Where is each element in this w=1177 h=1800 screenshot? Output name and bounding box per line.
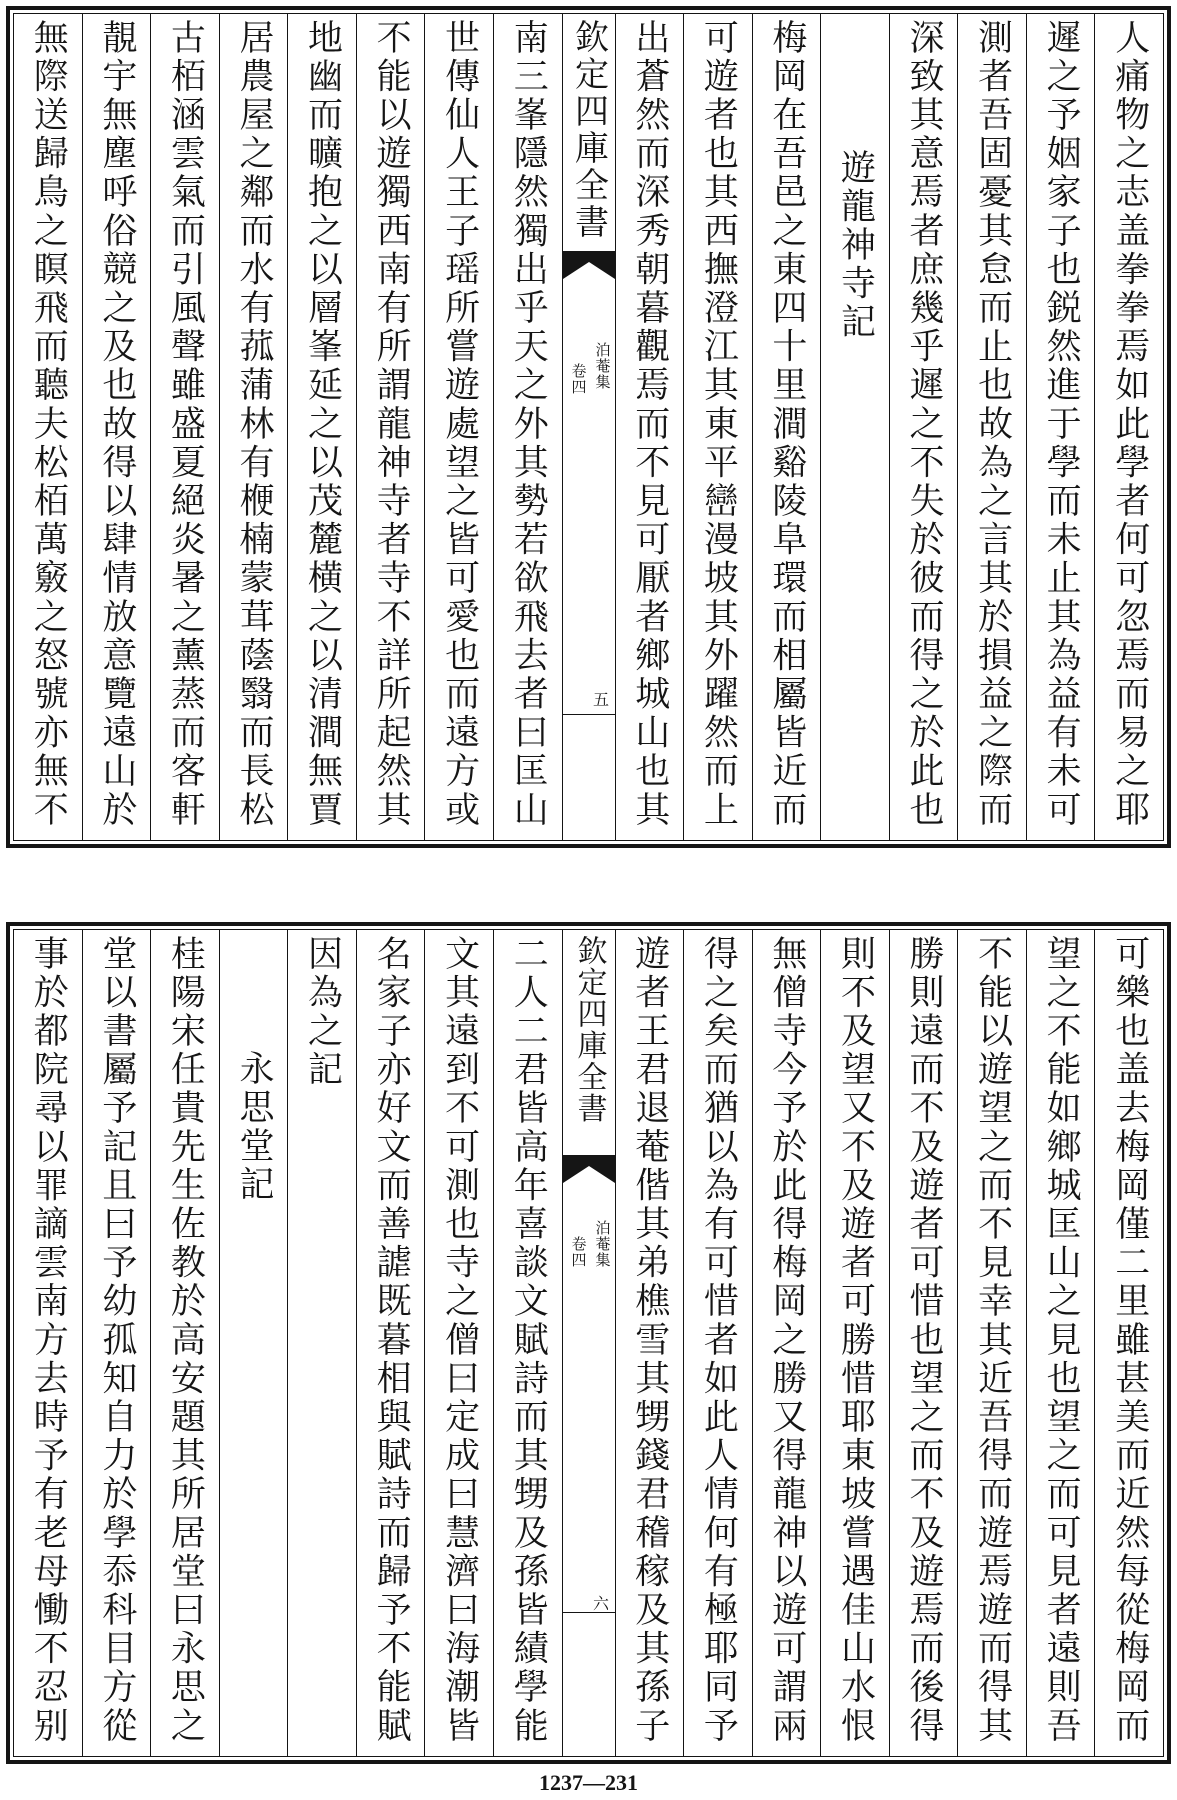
column-text: 不能以遊獨西南有所謂龍神寺者寺不詳所起然其 xyxy=(371,19,412,830)
column-text: 二人二君皆高年喜談文賦詩而其甥及孫皆績學能 xyxy=(508,935,549,1746)
text-column xyxy=(493,14,562,840)
column-text: 可樂也盖去梅岡僅二里雖甚美而近然每從梅岡而 xyxy=(1109,935,1150,1746)
column-text: 事於都院尋以罪謫雲南方去時予有老母慟不忍别 xyxy=(28,935,69,1746)
column-text: 望之不能如鄉城匡山之見也望之而可見者遠則吾 xyxy=(1041,935,1082,1746)
text-column xyxy=(150,930,219,1756)
text-column xyxy=(1094,930,1163,1756)
column-text: 文其遠到不可測也寺之僧曰定成曰慧濟曰海潮皆 xyxy=(439,935,480,1746)
chapter-title: 永思堂記 xyxy=(233,1050,274,1205)
text-column xyxy=(219,14,288,840)
column-text: 古栢涵雲氣而引風聲雖盛夏絕炎暑之薰蒸而客軒 xyxy=(165,19,206,830)
text-column xyxy=(1026,14,1095,840)
text-column xyxy=(616,930,684,1756)
column-text: 出蒼然而深秀朝暮觀焉而不見可厭者鄉城山也其 xyxy=(629,19,670,830)
text-column xyxy=(150,14,219,840)
text-column xyxy=(287,14,356,840)
lower-half-page xyxy=(6,922,1171,1764)
text-column xyxy=(616,14,684,840)
text-column xyxy=(1026,930,1095,1756)
column-text: 可遊者也其西撫澄江其東平巒漫坡其外躍然而上 xyxy=(698,19,739,830)
text-column xyxy=(424,930,493,1756)
column-text: 地幽而曠抱之以層峯延之以茂麓横之以清澗無賈 xyxy=(302,19,343,830)
fishtail-mark xyxy=(563,251,615,283)
right-text-block xyxy=(616,14,1164,840)
collection-name: 泊菴集 xyxy=(593,342,612,390)
fishtail-mark xyxy=(563,1155,615,1187)
text-column xyxy=(356,930,425,1756)
collection-name: 泊菴集 xyxy=(593,1220,612,1268)
text-column xyxy=(82,930,151,1756)
upper-half-page xyxy=(6,6,1171,848)
text-column xyxy=(820,930,889,1756)
text-column xyxy=(82,14,151,840)
heart-title: 欽定四庫全書 xyxy=(568,19,609,241)
column-text: 無僧寺今予於此得梅岡之勝又得龍神以遊可謂兩 xyxy=(766,935,807,1746)
column-text: 南三峯隱然獨出乎天之外其勢若欲飛去者曰匡山 xyxy=(508,19,549,830)
left-text-block xyxy=(14,14,562,840)
text-column xyxy=(14,14,82,840)
column-text: 則不及望又不及遊者可勝惜耶東坡嘗遇佳山水恨 xyxy=(835,935,876,1746)
column-text: 人痛物之志盖拳拳焉如此學者何可忽焉而易之耶 xyxy=(1109,19,1150,830)
text-column xyxy=(493,930,562,1756)
footer-page-code: 1237—231 xyxy=(539,1770,638,1795)
text-column xyxy=(424,14,493,840)
left-text-block xyxy=(14,930,562,1756)
page-frame xyxy=(13,929,1164,1757)
text-column xyxy=(287,930,356,1756)
text-column xyxy=(356,14,425,840)
column-text: 桂陽宋任貴先生佐教於高安題其所居堂曰永思之 xyxy=(165,935,206,1746)
text-column xyxy=(957,14,1026,840)
column-text: 深致其意焉者庶幾乎遲之不失於彼而得之於此也 xyxy=(904,19,945,830)
column-text: 名家子亦好文而善謔既暮相與賦詩而歸予不能賦 xyxy=(371,935,412,1746)
page-heart xyxy=(562,930,616,1756)
text-column xyxy=(752,930,821,1756)
column-text: 靚宇無塵呼俗競之及也故得以肆情放意覽遠山於 xyxy=(96,19,137,830)
column-text: 遊者王君退菴偕其弟樵雪其甥錢君稽稼及其孫子 xyxy=(629,935,670,1746)
volume-label: 卷四 xyxy=(569,363,588,395)
page-number: 五 xyxy=(590,691,610,707)
text-column xyxy=(957,930,1026,1756)
column-text: 不能以遊望之而不見幸其近吾得而遊焉遊而得其 xyxy=(972,935,1013,1746)
column-text: 堂以書屬予記且曰予幼孤知自力於學忝科目方從 xyxy=(96,935,137,1746)
text-column xyxy=(889,930,958,1756)
page-number: 六 xyxy=(590,1595,610,1611)
column-text: 世傳仙人王子瑶所嘗遊處望之皆可愛也而遠方或 xyxy=(439,19,480,830)
text-column xyxy=(889,14,958,840)
heart-title-box xyxy=(563,19,615,241)
column-text: 梅岡在吾邑之東四十里澗谿陵阜環而相屬皆近而 xyxy=(766,19,807,830)
column-text: 因為之記 xyxy=(302,935,343,1090)
page-frame xyxy=(13,13,1164,841)
column-text: 居農屋之鄰而水有菰蒲林有楩楠蒙茸蔭翳而長松 xyxy=(233,19,274,830)
column-text: 勝則遠而不及遊者可惜也望之而不及遊焉而後得 xyxy=(904,935,945,1746)
heart-title-box xyxy=(563,935,615,1124)
column-text: 得之矣而猶以為有可惜者如此人情何有極耶同予 xyxy=(698,935,739,1746)
heart-divider xyxy=(563,1612,615,1613)
text-column xyxy=(1094,14,1163,840)
text-column xyxy=(683,930,752,1756)
heart-divider xyxy=(563,714,615,715)
text-column xyxy=(752,14,821,840)
page-heart xyxy=(562,14,616,840)
right-text-block xyxy=(616,930,1164,1756)
heart-title: 欽定四庫全書 xyxy=(571,935,607,1124)
volume-label: 卷四 xyxy=(569,1236,588,1268)
chapter-title: 遊龍神寺記 xyxy=(835,149,876,342)
column-text: 無際送歸鳥之瞑飛而聽夫松栢萬竅之怒號亦無不 xyxy=(28,19,69,830)
chapter-title-column xyxy=(219,930,288,1756)
text-column xyxy=(14,930,82,1756)
text-column xyxy=(683,14,752,840)
chapter-title-column xyxy=(820,14,889,840)
column-text: 遲之予姻家子也鋭然進于學而未止其為益有未可 xyxy=(1041,19,1082,830)
column-text: 測者吾固憂其怠而止也故為之言其於損益之際而 xyxy=(972,19,1013,830)
